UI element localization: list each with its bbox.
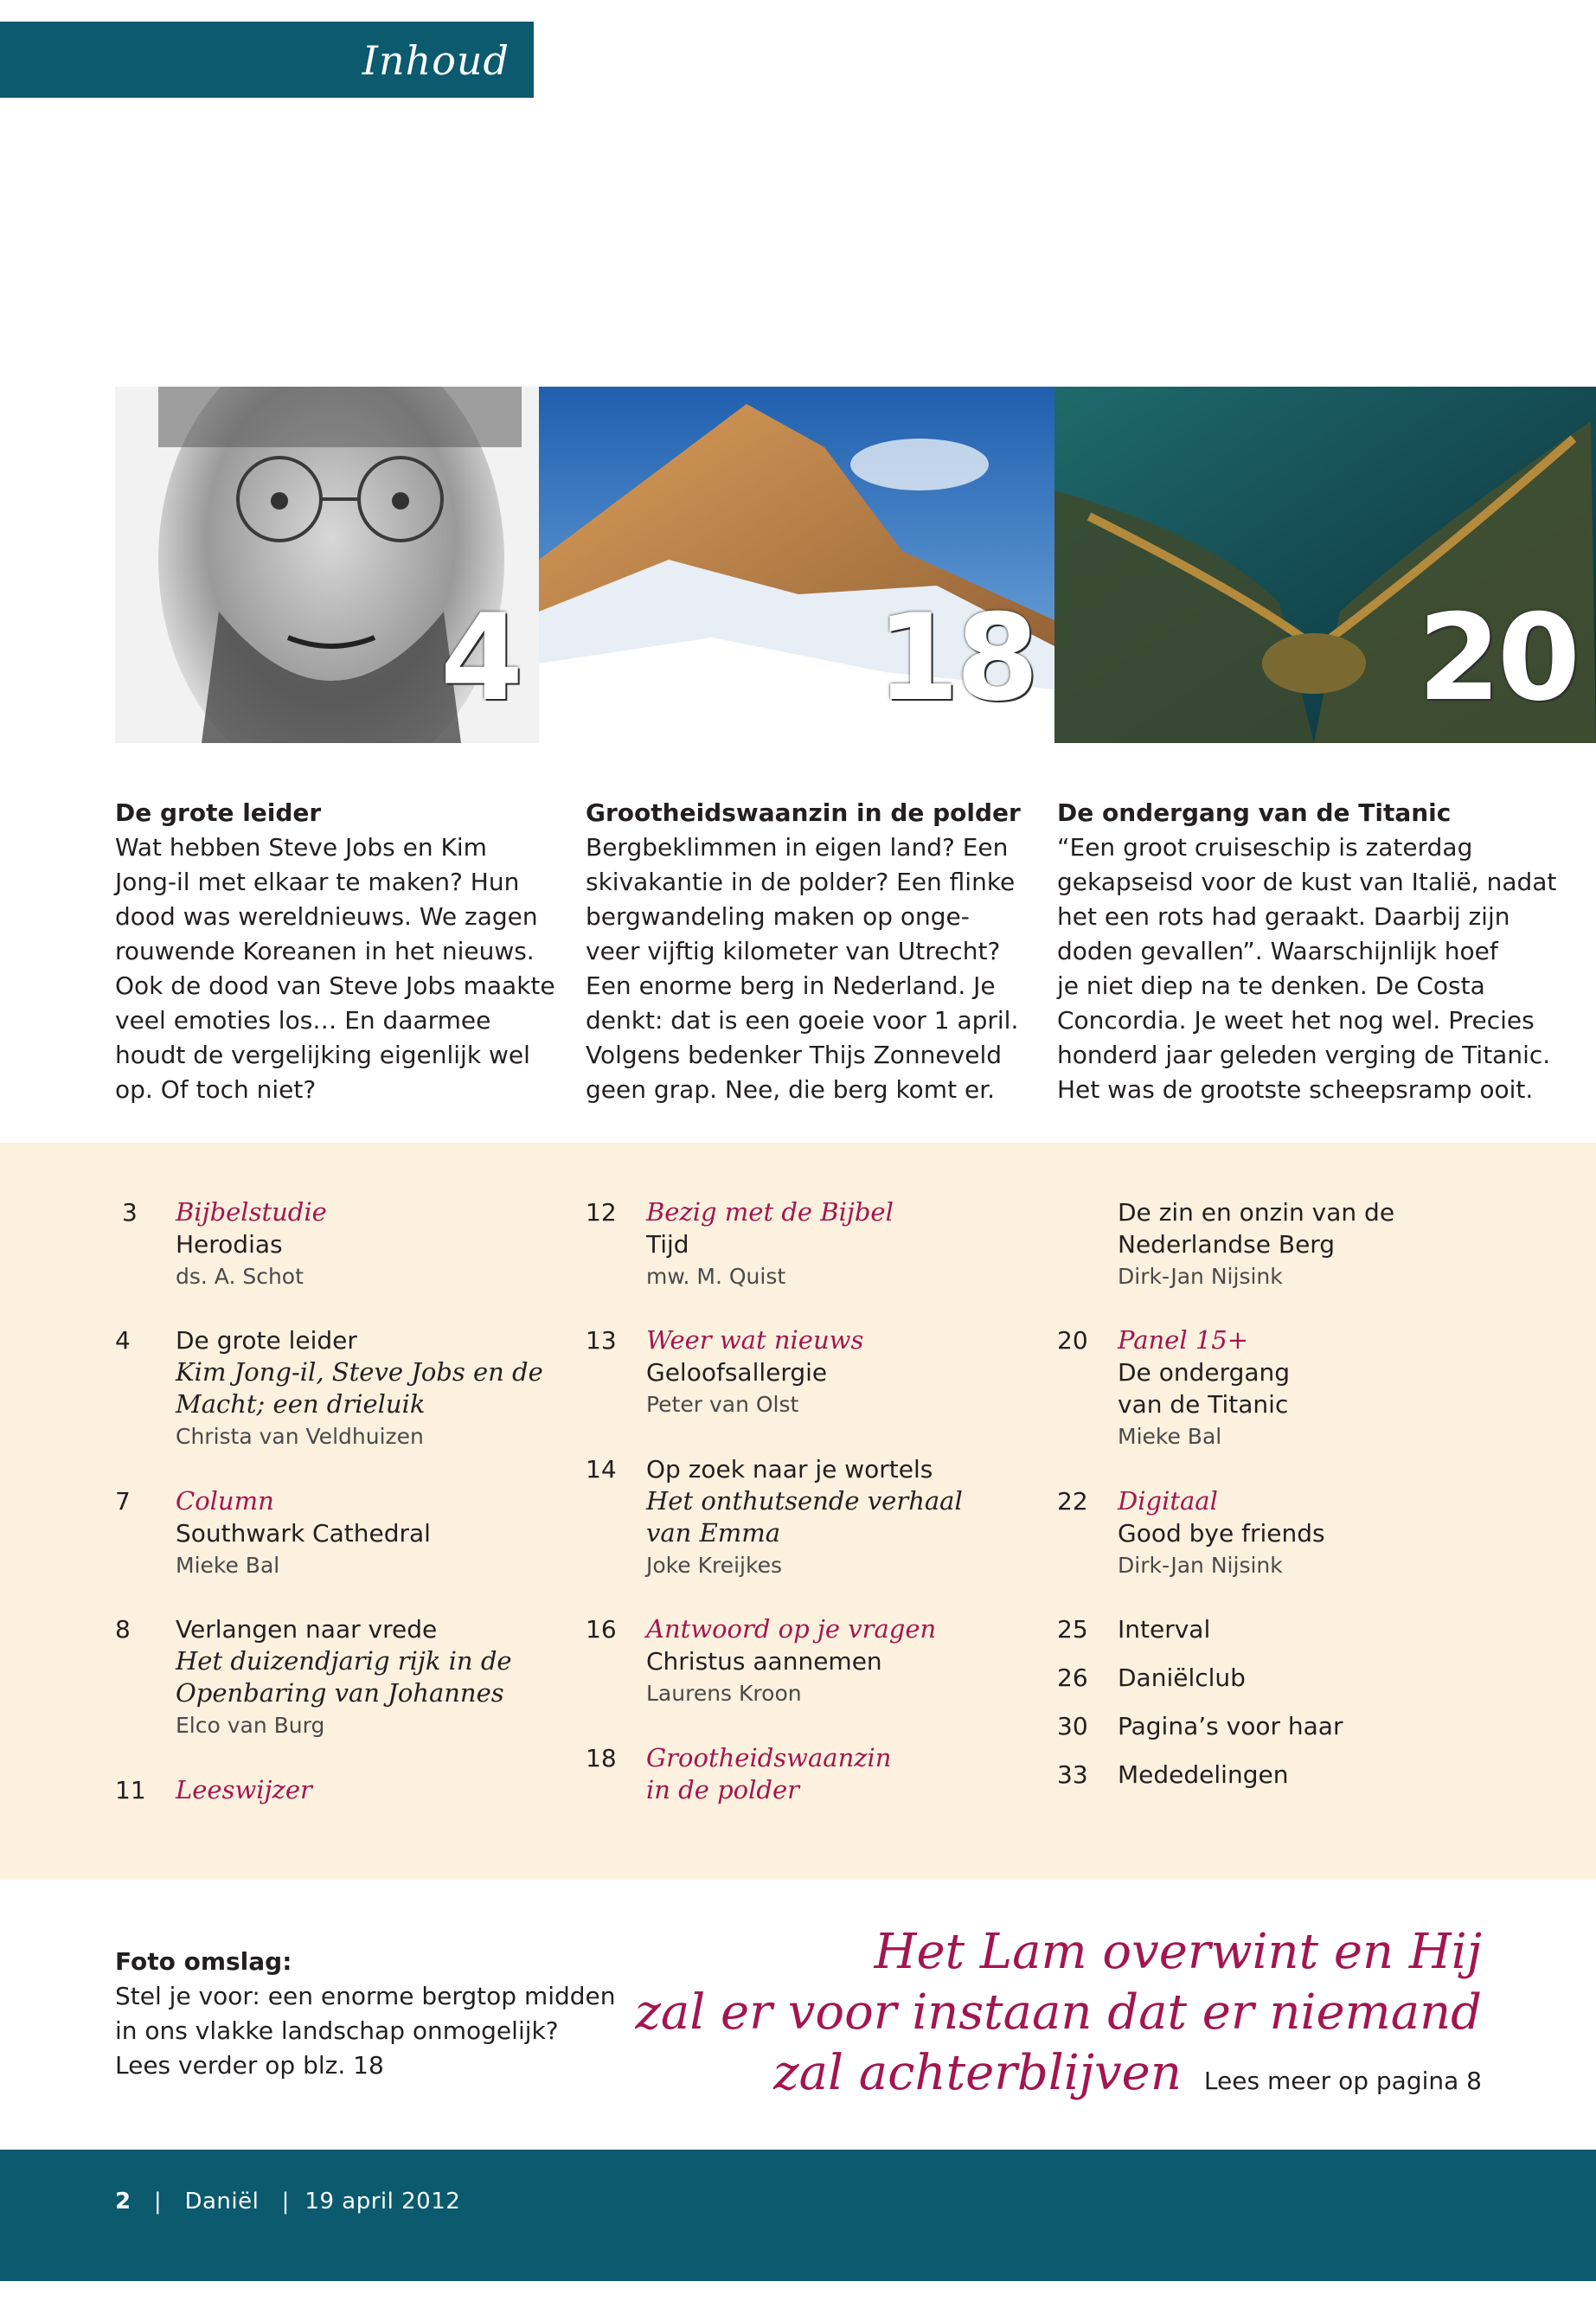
footer-info <box>115 2189 460 2214</box>
quote-line: zal achterblijven <box>773 2045 1182 2101</box>
feature-title: Grootheidswaanzin in de polder <box>586 798 1021 827</box>
feature-line: op. Of toch niet? <box>115 1075 317 1104</box>
toc-title: De ondergang <box>1118 1358 1291 1387</box>
feature-title: De grote leider <box>115 798 322 827</box>
toc-page-number: 7 <box>115 1487 131 1516</box>
toc-page-number: 3 <box>122 1198 138 1227</box>
toc-page-number: 26 <box>1057 1663 1088 1692</box>
feature-line: denkt: dat is een goeie voor 1 april. <box>586 1006 1019 1035</box>
toc-title: Nederlandse Berg <box>1118 1230 1336 1259</box>
pull-quote[interactable] <box>635 1922 1482 2112</box>
toc-page-number: 33 <box>1057 1760 1088 1789</box>
footer-magazine: Daniël <box>184 2189 260 2214</box>
toc-subtitle: Macht; een drieluik <box>176 1389 426 1419</box>
page-number-18: 18 <box>875 588 1035 727</box>
feature-line: gekapseisd voor de kust van Italië, nadat <box>1057 868 1557 896</box>
toc-subtitle: Het duizendjarig rijk in de <box>176 1646 512 1676</box>
toc-title: De zin en onzin van de <box>1118 1198 1395 1227</box>
feature-line: Het was de grootste scheepsramp ooit. <box>1057 1075 1534 1104</box>
toc-category: Antwoord op je vragen <box>646 1614 937 1644</box>
photo-titanic[interactable] <box>1054 387 1596 743</box>
toc-category: Grootheidswaanzin <box>646 1743 892 1772</box>
feature-line: Ook de dood van Steve Jobs maakte <box>115 971 555 1000</box>
section-title: Inhoud <box>362 37 510 84</box>
toc-page-number: 30 <box>1057 1712 1088 1740</box>
feature-line: Een enorme berg in Nederland. Je <box>586 971 996 1000</box>
toc-author: Dirk-Jan Nijsink <box>1118 1264 1283 1289</box>
feature-line: Jong-il met elkaar te maken? Hun <box>115 868 520 896</box>
toc-author: Mieke Bal <box>1118 1424 1222 1449</box>
feature-line: honderd jaar geleden verging de Titanic. <box>1057 1041 1551 1069</box>
toc-title: Southwark Cathedral <box>176 1519 431 1548</box>
toc-page-number: 8 <box>115 1615 131 1644</box>
toc-author: Mieke Bal <box>176 1553 280 1578</box>
toc-title: Herodias <box>176 1230 283 1259</box>
toc-author: Christa van Veldhuizen <box>176 1424 424 1449</box>
toc-author: ds. A. Schot <box>176 1264 304 1289</box>
toc-title: Daniëlclub <box>1118 1663 1246 1692</box>
section-header <box>0 22 534 98</box>
toc-page-number: 13 <box>586 1326 617 1355</box>
toc-page-number: 16 <box>586 1615 617 1644</box>
toc-title: Op zoek naar je wortels <box>646 1455 933 1484</box>
toc-title: Tijd <box>646 1230 689 1259</box>
cover-note-line: Lees verder op blz. 18 <box>115 2051 384 2080</box>
toc-page-number: 22 <box>1057 1487 1088 1516</box>
toc-title: Christus aannemen <box>646 1647 882 1676</box>
toc-page-number: 4 <box>115 1326 131 1355</box>
page-footer <box>0 2150 1596 2281</box>
feature-line: veel emoties los… En daarmee <box>115 1006 491 1035</box>
table-of-contents <box>0 1143 1596 1880</box>
toc-subtitle: Het onthutsende verhaal <box>646 1486 963 1516</box>
cover-note-line: Stel je voor: een enorme bergtop midden <box>115 1982 616 2010</box>
toc-author: Dirk-Jan Nijsink <box>1118 1553 1283 1578</box>
toc-title: De grote leider <box>176 1326 357 1355</box>
page-number-4: 4 <box>439 588 520 727</box>
feature-line: Concordia. Je weet het nog wel. Precies <box>1057 1006 1535 1035</box>
toc-subtitle: Kim Jong-il, Steve Jobs en de <box>176 1357 543 1387</box>
photo-steve-jobs[interactable] <box>115 387 539 743</box>
toc-subtitle: Openbaring van Johannes <box>176 1678 504 1708</box>
quote-line: Het Lam overwint en Hij <box>874 1924 1482 1980</box>
cover-note-line: in ons vlakke landschap onmogelijk? <box>115 2016 559 2045</box>
feature-polder[interactable] <box>586 796 1053 1107</box>
feature-line: Bergbeklimmen in eigen land? Een <box>586 833 1009 862</box>
feature-line: je niet diep na te denken. De Costa <box>1057 971 1485 1000</box>
feature-line: doden gevallen”. Waarschijnlijk hoef <box>1057 937 1498 965</box>
toc-title: Interval <box>1118 1615 1211 1644</box>
toc-author: Peter van Olst <box>646 1392 799 1417</box>
toc-author: mw. M. Quist <box>646 1264 786 1289</box>
feature-line: Wat hebben Steve Jobs en Kim <box>115 833 487 862</box>
toc-page-number: 18 <box>586 1744 617 1772</box>
feature-line: veer vijftig kilometer van Utrecht? <box>586 937 1001 965</box>
toc-category: Weer wat nieuws <box>646 1325 864 1355</box>
toc-title: Verlangen naar vrede <box>176 1615 438 1644</box>
feature-line: “Een groot cruiseschip is zaterdag <box>1057 833 1473 862</box>
feature-jobs[interactable] <box>115 796 582 1107</box>
feature-line: bergwandeling maken op onge- <box>586 902 970 931</box>
toc-category: Leeswijzer <box>176 1775 312 1804</box>
toc-author: Joke Kreijkes <box>646 1553 782 1578</box>
photo-mountain[interactable] <box>539 387 1054 743</box>
toc-category: Panel 15+ <box>1118 1325 1249 1355</box>
feature-title: De ondergang van de Titanic <box>1057 798 1452 827</box>
quote-line: zal er voor instaan dat er niemand <box>635 1984 1482 2041</box>
read-more-link[interactable]: Lees meer op pagina 8 <box>1203 2067 1482 2095</box>
cover-note-title: Foto omslag: <box>115 1947 292 1976</box>
feature-titanic[interactable] <box>1057 796 1576 1107</box>
toc-title: Good bye friends <box>1118 1519 1325 1548</box>
feature-line: rouwende Koreanen in het nieuws. <box>115 937 535 965</box>
toc-category: in de polder <box>646 1775 800 1804</box>
toc-page-number: 14 <box>586 1455 617 1484</box>
feature-line: dood was wereldnieuws. We zagen <box>115 902 538 931</box>
cover-photo-note <box>115 1945 634 2083</box>
toc-category: Bijbelstudie <box>176 1197 327 1227</box>
feature-photos <box>115 387 1596 743</box>
feature-line: skivakantie in de polder? Een flinke <box>586 868 1016 896</box>
toc-category: Bezig met de Bijbel <box>646 1197 894 1227</box>
footer-page-number: 2 <box>115 2189 131 2214</box>
toc-title: Mededelingen <box>1118 1760 1289 1789</box>
toc-category: Column <box>176 1486 274 1516</box>
feature-line: houdt de vergelijking eigenlijk wel <box>115 1041 530 1069</box>
toc-subtitle: van Emma <box>646 1518 781 1548</box>
toc-category: Digitaal <box>1118 1486 1218 1516</box>
toc-author: Laurens Kroon <box>646 1681 802 1706</box>
footer-separator: | <box>266 2189 298 2214</box>
toc-title: Geloofsallergie <box>646 1358 828 1387</box>
footer-separator: | <box>138 2189 177 2214</box>
toc-page-number: 20 <box>1057 1326 1088 1355</box>
toc-page-number: 12 <box>586 1198 617 1227</box>
toc-title: van de Titanic <box>1118 1390 1289 1419</box>
feature-line: Volgens bedenker Thijs Zonneveld <box>586 1041 1003 1069</box>
toc-page-number: 11 <box>115 1776 146 1804</box>
toc-author: Elco van Burg <box>176 1713 325 1738</box>
toc-page-number: 25 <box>1057 1615 1088 1644</box>
footer-date: 19 april 2012 <box>304 2189 461 2214</box>
feature-line: geen grap. Nee, die berg komt er. <box>586 1075 996 1104</box>
feature-line: het een rots had geraakt. Daarbij zijn <box>1057 902 1510 931</box>
page-number-20: 20 <box>1417 588 1577 727</box>
toc-title: Pagina’s voor haar <box>1118 1712 1343 1740</box>
